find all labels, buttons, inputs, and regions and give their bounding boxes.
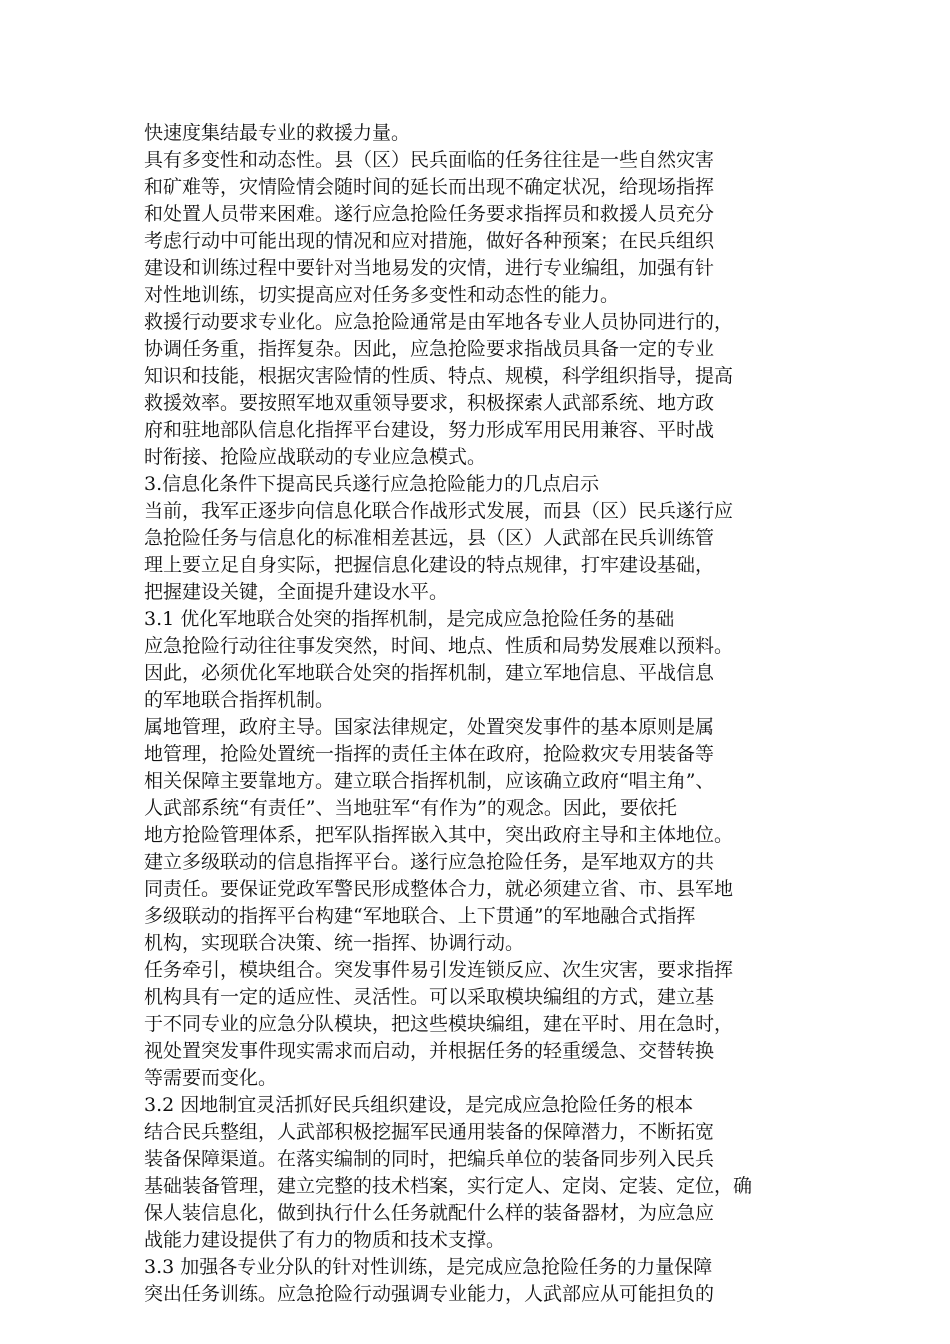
text-line: 地管理，抢险处置统一指挥的责任主体在政府，抢险救灾专用装备等 bbox=[144, 743, 715, 765]
subsection-heading: 3.2 因地制宜灵活抓好民兵组织建设，是完成应急抢险任务的根本 bbox=[144, 1094, 694, 1116]
text-line: 任务牵引，模块组合。突发事件易引发连锁反应、次生灾害，要求指挥 bbox=[144, 959, 734, 981]
text-line: 救援效率。要按照军地双重领导要求，积极探索人武部系统、地方政 bbox=[144, 392, 715, 414]
text-line: 装备保障渠道。在落实编制的同时，把编兵单位的装备同步列入民兵 bbox=[144, 1148, 715, 1170]
subsection-heading: 3.1 优化军地联合处突的指挥机制，是完成应急抢险任务的基础 bbox=[144, 608, 675, 630]
text-line: 人武部系统“有责任”、当地驻军“有作为”的观念。因此，要依托 bbox=[144, 797, 677, 819]
text-line: 应急抢险行动往往事发突然，时间、地点、性质和局势发展难以预料。 bbox=[144, 635, 734, 657]
text-line: 突出任务训练。应急抢险行动强调专业能力，人武部应从可能担负的 bbox=[144, 1283, 715, 1305]
text-line: 保人装信息化，做到执行什么任务就配什么样的装备器材，为应急应 bbox=[144, 1202, 715, 1224]
text-line: 战能力建设提供了有力的物质和技术支撑。 bbox=[144, 1229, 506, 1251]
text-line: 因此，必须优化军地联合处突的指挥机制，建立军地信息、平战信息 bbox=[144, 662, 715, 684]
text-line: 府和驻地部队信息化指挥平台建设，努力形成军用民用兼容、平时战 bbox=[144, 419, 715, 441]
text-line: 地方抢险管理体系，把军队指挥嵌入其中，突出政府主导和主体地位。 bbox=[144, 824, 734, 846]
text-line: 多级联动的指挥平台构建“军地联合、上下贯通”的军地融合式指挥 bbox=[144, 905, 696, 927]
text-line: 和处置人员带来困难。遂行应急抢险任务要求指挥员和救援人员充分 bbox=[144, 203, 715, 225]
text-line: 同责任。要保证党政军警民形成整体合力，就必须建立省、市、县军地 bbox=[144, 878, 734, 900]
text-line: 救援行动要求专业化。应急抢险通常是由军地各专业人员协同进行的， bbox=[144, 311, 734, 333]
text-line: 知识和技能，根据灾害险情的性质、特点、规模，科学组织指导，提高 bbox=[144, 365, 734, 387]
text-line: 建立多级联动的信息指挥平台。遂行应急抢险任务，是军地双方的共 bbox=[144, 851, 715, 873]
document-body bbox=[144, 120, 814, 1308]
text-line: 等需要而变化。 bbox=[144, 1067, 278, 1089]
text-line: 当前，我军正逐步向信息化联合作战形式发展，而县（区）民兵遂行应 bbox=[144, 500, 734, 522]
text-line: 视处置突发事件现实需求而启动，并根据任务的轻重缓急、交替转换 bbox=[144, 1040, 715, 1062]
text-line: 相关保障主要靠地方。建立联合指挥机制，应该确立政府“唱主角”、 bbox=[144, 770, 715, 792]
text-line: 时衔接、抢险应战联动的专业应急模式。 bbox=[144, 446, 487, 468]
text-line: 于不同专业的应急分队模块，把这些模块编组，建在平时、用在急时， bbox=[144, 1013, 734, 1035]
text-line: 建设和训练过程中要针对当地易发的灾情，进行专业编组，加强有针 bbox=[144, 257, 715, 279]
text-line: 机构，实现联合决策、统一指挥、协调行动。 bbox=[144, 932, 525, 954]
text-line: 属地管理，政府主导。国家法律规定，处置突发事件的基本原则是属 bbox=[144, 716, 715, 738]
text-line: 和矿难等，灾情险情会随时间的延长而出现不确定状况，给现场指挥 bbox=[144, 176, 715, 198]
text-line: 具有多变性和动态性。县（区）民兵面临的任务往往是一些自然灾害 bbox=[144, 149, 715, 171]
text-line: 急抢险任务与信息化的标准相差甚远，县（区）人武部在民兵训练管 bbox=[144, 527, 715, 549]
text-line: 对性地训练，切实提高应对任务多变性和动态性的能力。 bbox=[144, 284, 620, 306]
text-line: 基础装备管理，建立完整的技术档案，实行定人、定岗、定装、定位，确 bbox=[144, 1175, 753, 1197]
text-line: 结合民兵整组，人武部积极挖掘军民通用装备的保障潜力，不断拓宽 bbox=[144, 1121, 715, 1143]
subsection-heading: 3.3 加强各专业分队的针对性训练，是完成应急抢险任务的力量保障 bbox=[144, 1256, 713, 1278]
text-line: 机构具有一定的适应性、灵活性。可以采取模块编组的方式，建立基 bbox=[144, 986, 715, 1008]
text-line: 把握建设关键，全面提升建设水平。 bbox=[144, 581, 449, 603]
text-line: 的军地联合指挥机制。 bbox=[144, 689, 335, 711]
text-line: 理上要立足自身实际，把握信息化建设的特点规律，打牢建设基础， bbox=[144, 554, 715, 576]
text-line: 快速度集结最专业的救援力量。 bbox=[144, 122, 411, 144]
section-heading: 3.信息化条件下提高民兵遂行应急抢险能力的几点启示 bbox=[144, 473, 600, 495]
text-line: 考虑行动中可能出现的情况和应对措施，做好各种预案；在民兵组织 bbox=[144, 230, 715, 252]
text-line: 协调任务重，指挥复杂。因此，应急抢险要求指战员具备一定的专业 bbox=[144, 338, 715, 360]
